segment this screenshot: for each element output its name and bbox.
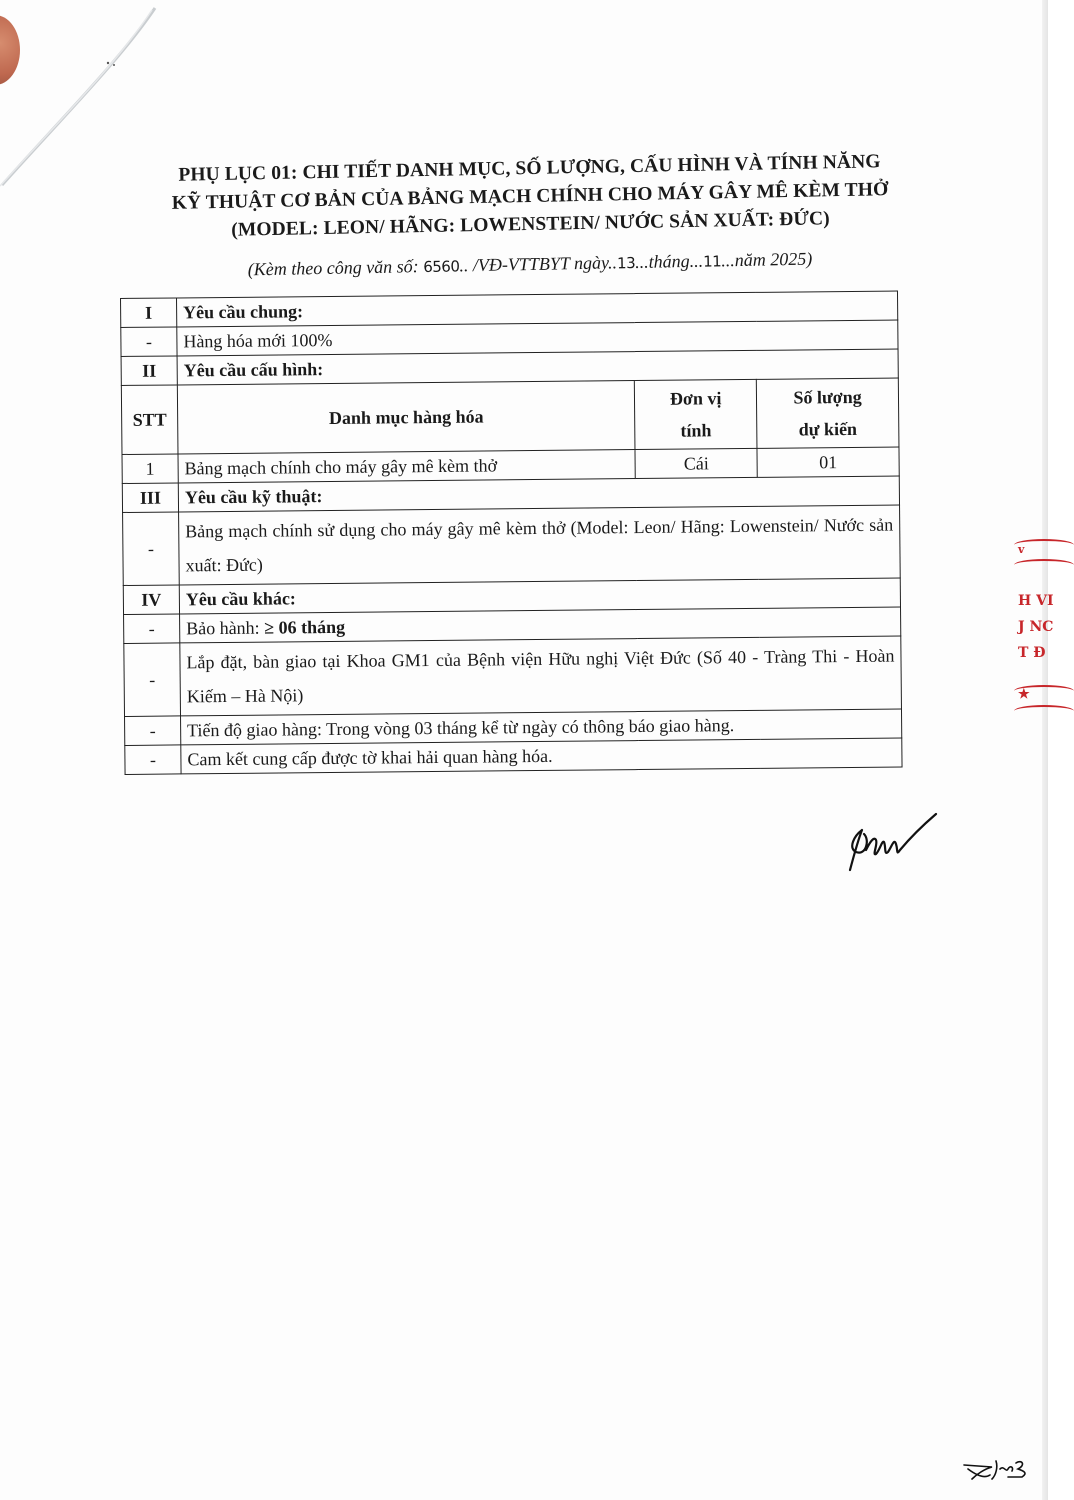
title-line-3: (MODEL: LEON/ HÃNG: LOWENSTEIN/ NƯỚC SẢN XUẤT: ĐỨC) bbox=[231, 208, 830, 241]
item-text: Hàng hóa mới 100% bbox=[177, 320, 898, 356]
item-mark: - bbox=[124, 643, 181, 717]
stamp-star-icon: ★ bbox=[1018, 687, 1030, 702]
stamp-text-line: J NC bbox=[1018, 619, 1054, 635]
cell-unit: Cái bbox=[635, 448, 757, 478]
scan-thumb-artifact bbox=[0, 15, 20, 85]
item-mark: - bbox=[121, 327, 177, 357]
header-unit-line1: Đơn vị bbox=[669, 388, 722, 409]
handwritten-doc-number: 6560 bbox=[423, 257, 460, 277]
item-mark: - bbox=[125, 745, 181, 775]
section-number: III bbox=[122, 483, 178, 513]
stamp-text-line: T Đ bbox=[1018, 645, 1046, 661]
red-seal-stamp bbox=[1010, 535, 1054, 735]
stamp-arc bbox=[1014, 559, 1074, 571]
subtitle-middle: .. /VĐ-VTTBYT ngày.. bbox=[459, 252, 618, 276]
item-text: Bảng mạch chính sử dụng cho máy gây mê kèm thở (Model: Leon/ Hãng: Lowenstein/ Nước sản xuất: Đức) bbox=[179, 505, 901, 585]
item-text: Lắp đặt, bàn giao tại Khoa GM1 của Bệnh viện Hữu nghị Việt Đức (Số 40 - Tràng Thi - Hoàn Kiếm – Hà Nội) bbox=[180, 636, 902, 716]
section-number: IV bbox=[123, 585, 179, 615]
warranty-value: ≥ 06 tháng bbox=[264, 616, 346, 638]
header-unit bbox=[635, 379, 758, 449]
header-stt: STT bbox=[121, 385, 178, 455]
section-number: II bbox=[121, 356, 177, 386]
item-text: Cam kết cung cấp được tờ khai hải quan hàng hóa. bbox=[181, 738, 902, 774]
subtitle-prefix: (Kèm theo công văn số: bbox=[247, 256, 424, 280]
section-label: Yêu cầu cấu hình: bbox=[177, 349, 898, 385]
document-subtitle bbox=[100, 246, 960, 284]
config-header-row bbox=[121, 378, 899, 454]
item-text: Tiến độ giao hàng: Trong vòng 03 tháng kể từ ngày có thông báo giao hàng. bbox=[180, 709, 901, 745]
stamp-chevron-icon: v bbox=[1018, 543, 1025, 556]
scan-right-edge bbox=[1042, 0, 1048, 1500]
requirements-table-wrap bbox=[120, 291, 903, 775]
header-qty-line1: Số lượng bbox=[793, 386, 862, 408]
document-title bbox=[99, 147, 960, 247]
technical-item-row bbox=[123, 505, 901, 585]
handwritten-day: 13 bbox=[616, 253, 636, 273]
title-line-1: PHỤ LỤC 01: CHI TIẾT DANH MỤC, SỐ LƯỢNG, CẤU HÌNH VÀ TÍNH NĂNG bbox=[178, 151, 881, 186]
cell-stt: 1 bbox=[122, 454, 178, 484]
cell-qty: 01 bbox=[757, 447, 899, 477]
header-qty-line2: dự kiến bbox=[798, 418, 858, 440]
item-mark: - bbox=[123, 512, 180, 586]
section-label: Yêu cầu chung: bbox=[176, 291, 897, 327]
item-mark: - bbox=[125, 716, 181, 746]
subtitle-month-label: ...tháng... bbox=[634, 250, 704, 272]
other-item-row bbox=[125, 738, 902, 774]
header-qty bbox=[756, 378, 899, 448]
section-label: Yêu cầu kỹ thuật: bbox=[178, 476, 899, 512]
title-line-2: KỸ THUẬT CƠ BẢN CỦA BẢNG MẠCH CHÍNH CHO MÁY GÂY MÊ KÈM THỞ bbox=[171, 179, 889, 214]
cell-item: Bảng mạch chính cho máy gây mê kèm thở bbox=[178, 450, 636, 483]
handwritten-month: 11 bbox=[702, 252, 722, 271]
stamp-text-line: H VI bbox=[1018, 593, 1054, 609]
section-label: Yêu cầu khác: bbox=[179, 578, 900, 614]
warranty-prefix: Bảo hành: bbox=[186, 617, 265, 639]
other-item-row bbox=[124, 636, 902, 716]
header-item: Danh mục hàng hóa bbox=[177, 381, 635, 454]
section-number: I bbox=[121, 298, 177, 328]
subtitle-suffix: ...năm 2025) bbox=[721, 248, 813, 271]
stamp-arc bbox=[1014, 705, 1074, 717]
signature-main bbox=[840, 810, 940, 880]
header-unit-line2: tính bbox=[680, 420, 712, 441]
requirements-table bbox=[120, 291, 903, 775]
item-mark: - bbox=[124, 614, 180, 644]
signature-initials bbox=[962, 1455, 1032, 1485]
